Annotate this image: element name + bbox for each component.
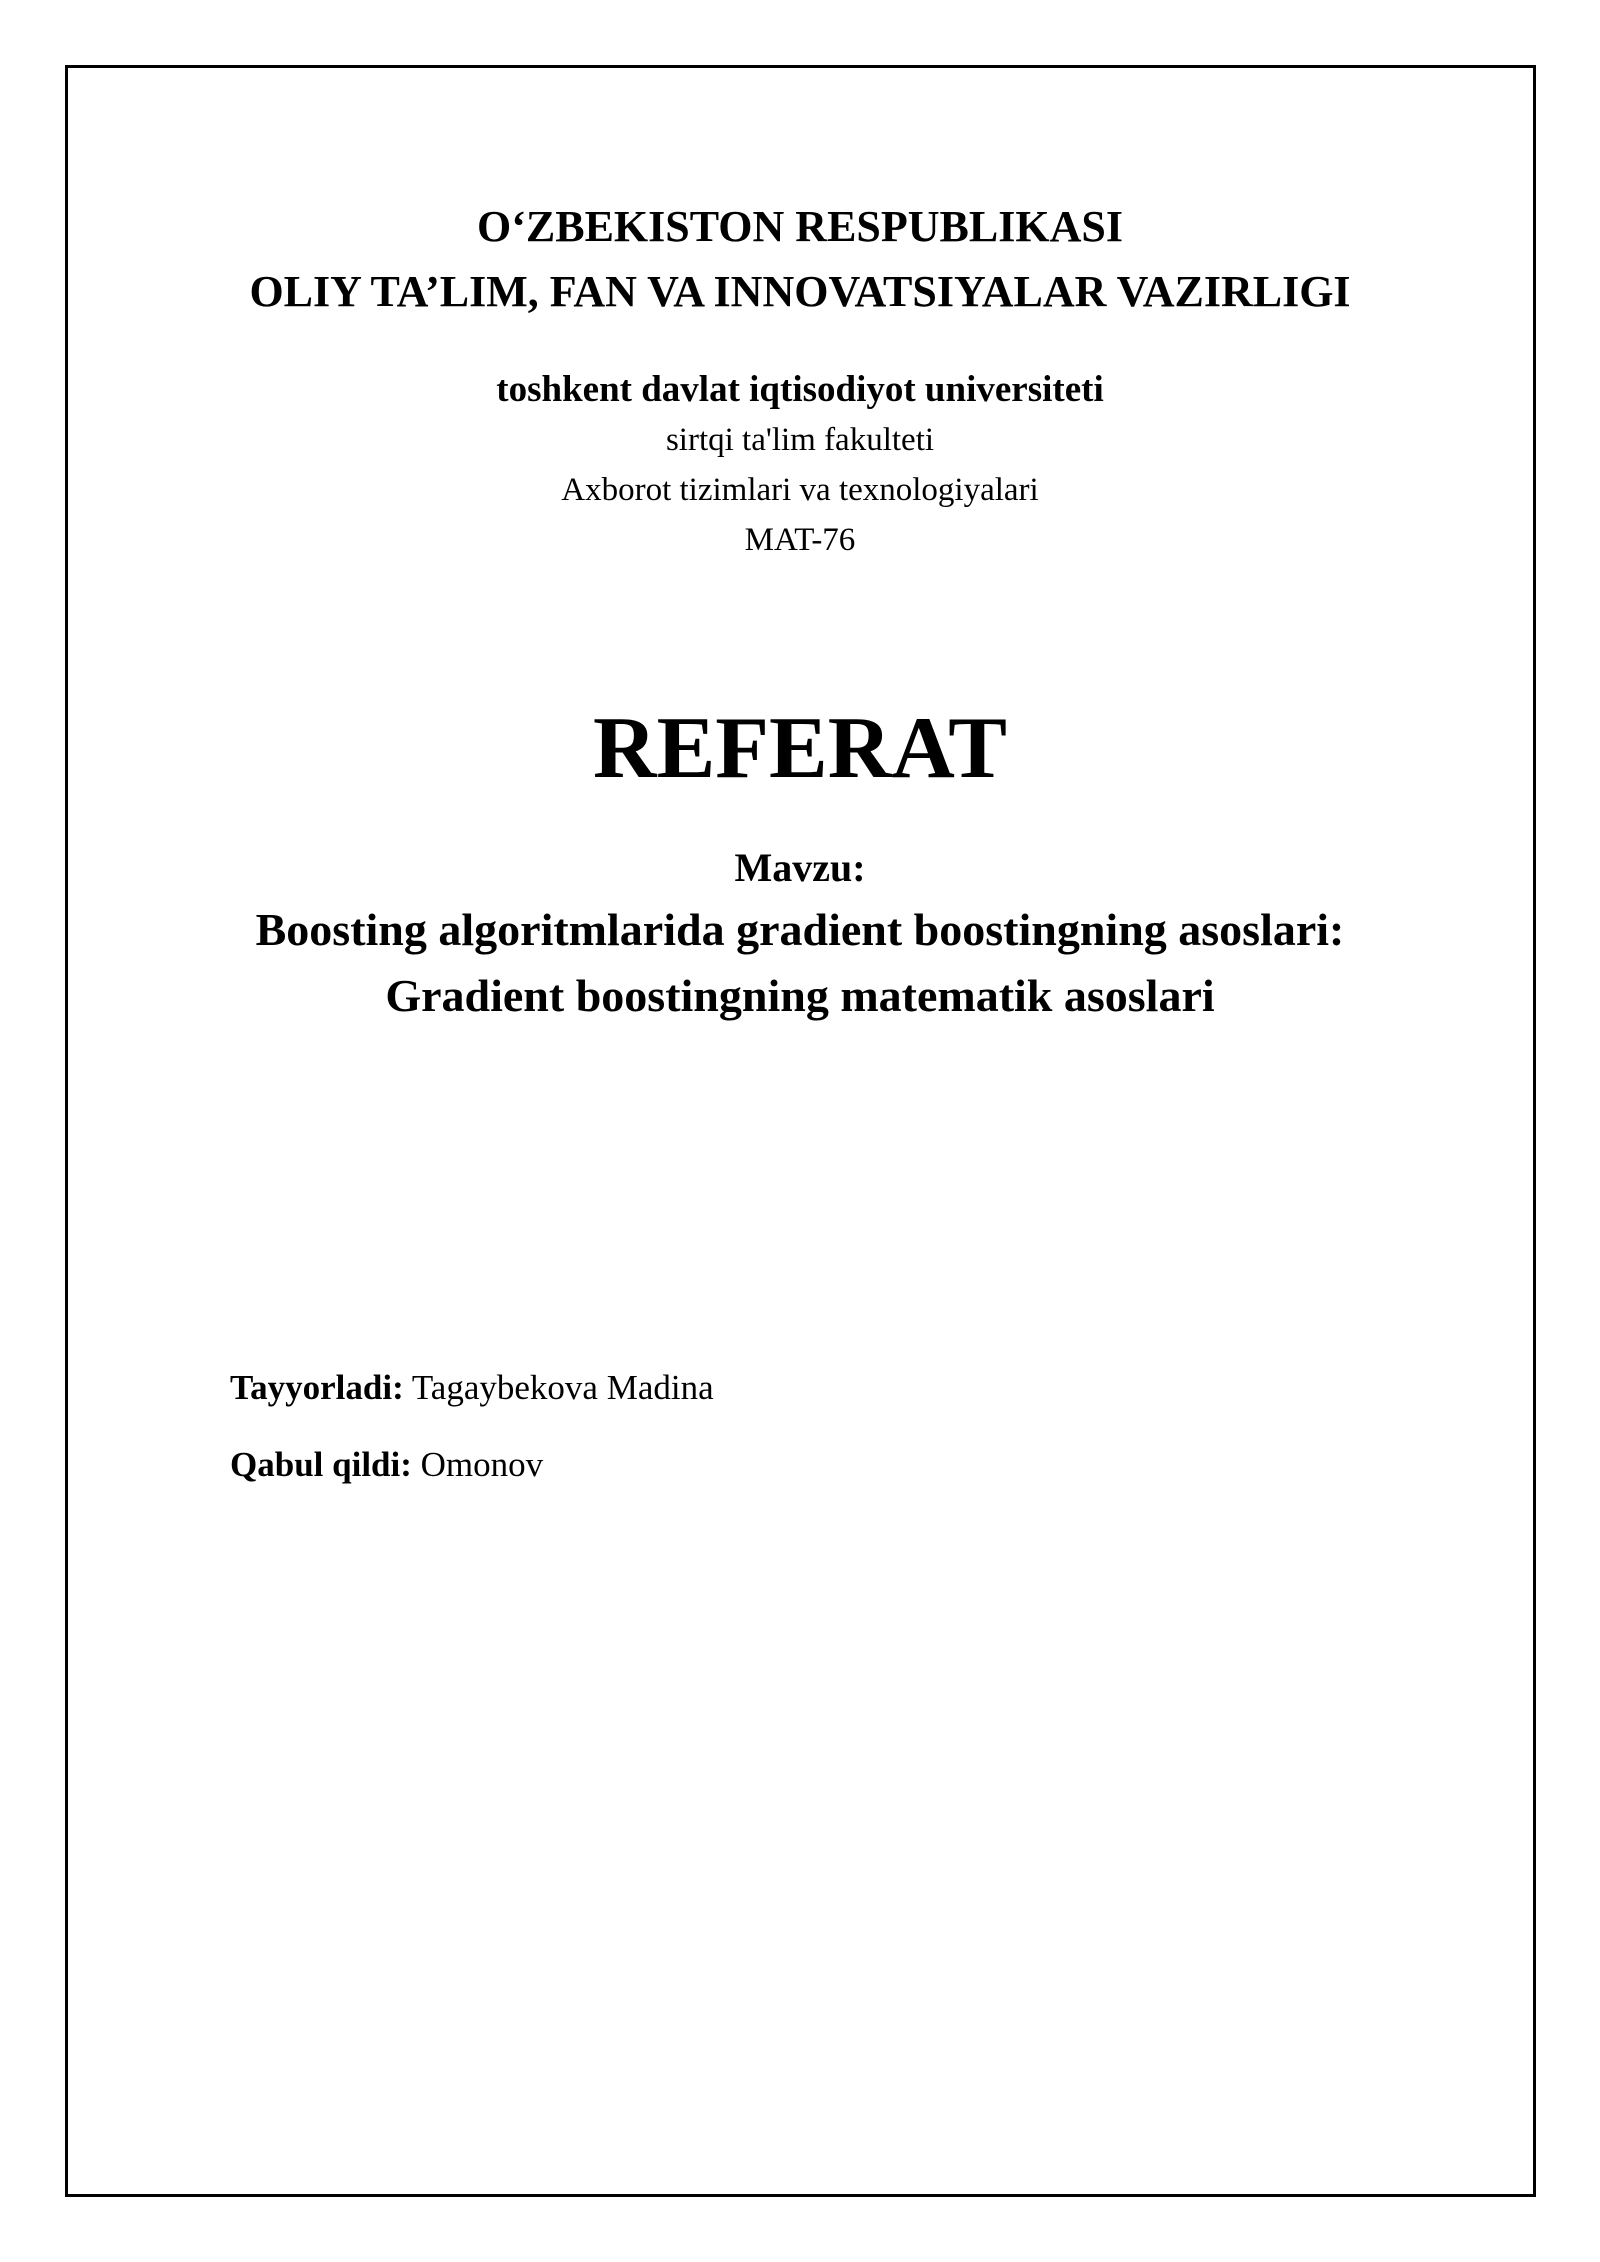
country-title: O‘ZBEKISTON RESPUBLIKASI <box>477 202 1123 251</box>
prepared-by-label: Tayyorladi: <box>230 1368 404 1407</box>
topic-label: Mavzu: <box>734 845 866 890</box>
topic-line-1: Boosting algoritmlarida gradient boostingning asoslari: <box>255 904 1345 955</box>
department-name: Axborot tizimlari va texnologiyalari <box>561 472 1039 508</box>
topic-line-2: Gradient boostingning matematik asoslari <box>385 970 1215 1021</box>
document-type-title: REFERAT <box>593 700 1007 797</box>
group-code: MAT-76 <box>744 522 856 558</box>
accepted-by-label: Qabul qildi: <box>230 1445 412 1484</box>
faculty-name: sirtqi ta'lim fakulteti <box>665 422 935 458</box>
accepted-by-name: Omonov <box>420 1445 544 1484</box>
accepted-by-row <box>230 1447 543 1482</box>
ministry-title: OLIY TA’LIM, FAN VA INNOVATSIYALAR VAZIRLIGI <box>249 267 1351 316</box>
university-name: toshkent davlat iqtisodiyot universiteti <box>496 369 1104 410</box>
prepared-by-name: Tagaybekova Madina <box>411 1368 714 1407</box>
prepared-by-row <box>230 1370 714 1405</box>
